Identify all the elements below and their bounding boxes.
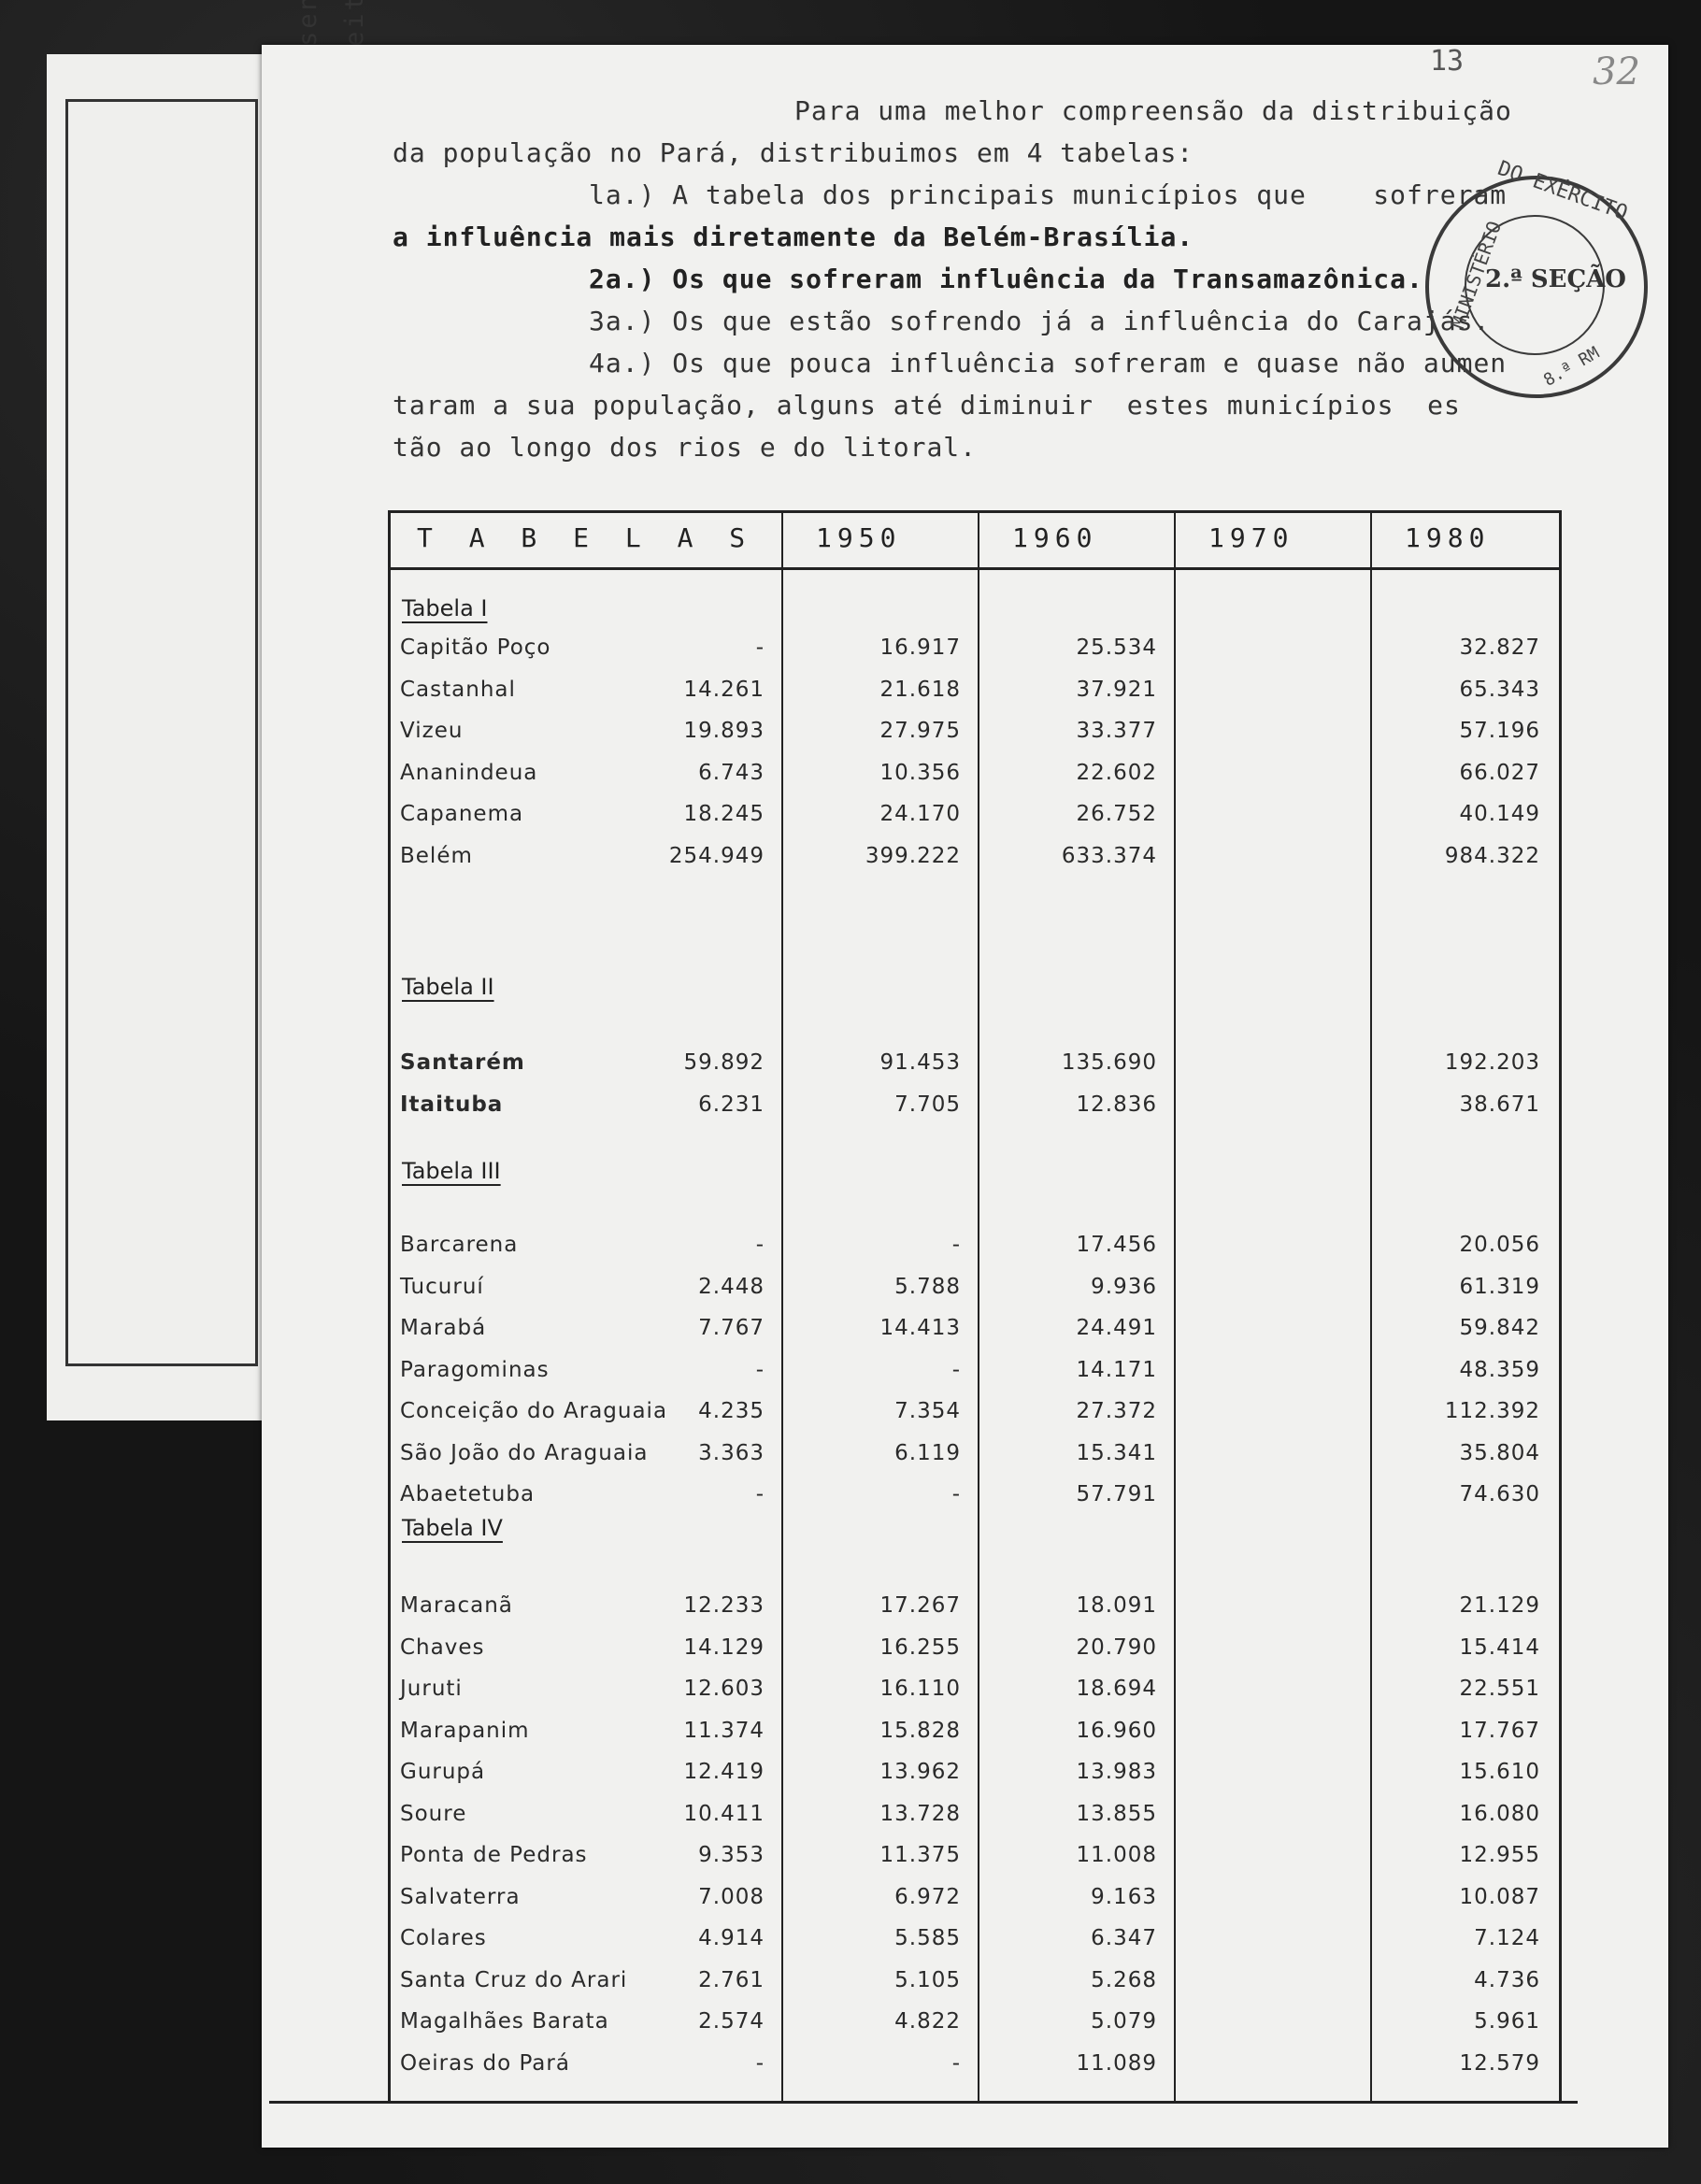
municipality-name: Ananindeua — [400, 760, 538, 785]
population-1950: 14.129 — [683, 1634, 765, 1660]
population-1980: 16.080 — [1459, 1801, 1540, 1826]
municipality-name: Ponta de Pedras — [400, 1843, 588, 1867]
population-1980: 192.203 — [1444, 1050, 1540, 1075]
table-row — [391, 1310, 1559, 1348]
population-1970: 15.341 — [1076, 1440, 1157, 1465]
population-1960: 5.788 — [894, 1274, 961, 1299]
population-1960: 17.267 — [879, 1593, 961, 1618]
population-1980: 59.842 — [1459, 1316, 1540, 1340]
population-1950: 9.353 — [698, 1843, 765, 1867]
population-1980: 48.359 — [1459, 1357, 1540, 1382]
population-1980: 65.343 — [1459, 677, 1540, 702]
population-1960: 6.119 — [894, 1440, 961, 1465]
population-1950: 10.411 — [683, 1801, 765, 1826]
table-row — [391, 1477, 1559, 1514]
population-table — [388, 510, 1562, 2102]
population-1970: 18.091 — [1076, 1593, 1157, 1618]
population-1960: 11.375 — [879, 1843, 961, 1867]
population-1960: 4.822 — [894, 2009, 961, 2034]
municipality-name: Itaituba — [400, 1092, 504, 1117]
table-row — [391, 1796, 1559, 1834]
municipality-name: Vizeu — [400, 719, 464, 743]
table-row — [391, 1920, 1559, 1958]
intro-line-1: Para uma melhor compreensão da distribuição — [794, 95, 1512, 126]
table-row — [391, 1754, 1559, 1791]
population-1980: 984.322 — [1444, 843, 1540, 868]
municipality-name: Paragominas — [400, 1357, 550, 1382]
population-1980: 32.827 — [1459, 635, 1540, 660]
year-header-1950: 1950 — [816, 522, 902, 553]
population-1970: 26.752 — [1076, 802, 1157, 826]
page-number-handwritten: 32 — [1593, 50, 1640, 93]
table-row — [391, 2046, 1559, 2083]
table-row — [391, 1713, 1559, 1750]
table-row — [391, 1963, 1559, 2000]
population-1960: 15.828 — [879, 1718, 961, 1743]
population-1970: 25.534 — [1076, 635, 1157, 660]
population-1970: 27.372 — [1076, 1399, 1157, 1423]
population-1950: 7.767 — [698, 1316, 765, 1340]
population-1980: 15.610 — [1459, 1760, 1540, 1784]
population-1950: 11.374 — [683, 1718, 765, 1743]
population-1980: 35.804 — [1459, 1440, 1540, 1465]
intro-line-6: 3a.) Os que estão sofrendo já a influência do Carajás. — [589, 306, 1491, 336]
municipality-name: Capanema — [400, 802, 524, 826]
population-1970: 24.491 — [1076, 1316, 1157, 1340]
population-1980: 112.392 — [1444, 1399, 1540, 1423]
table-row — [391, 1671, 1559, 1708]
municipality-name: São João do Araguaia — [400, 1440, 649, 1465]
page-number-printed: 13 — [1430, 45, 1465, 78]
stamp-ring-top: DO EXÉRCITO — [1494, 156, 1631, 226]
population-1970: 16.960 — [1076, 1718, 1157, 1743]
municipality-name: Gurupá — [400, 1760, 486, 1784]
population-1970: 9.936 — [1091, 1274, 1157, 1299]
table-row — [391, 1227, 1559, 1264]
municipality-name: Oeiras do Pará — [400, 2050, 570, 2076]
table-row — [391, 1435, 1559, 1473]
stamp-ring-left: MINISTÉRIO — [1446, 218, 1507, 332]
population-1950: 6.231 — [698, 1092, 765, 1117]
population-1960: 7.354 — [894, 1399, 961, 1423]
population-1980: 15.414 — [1459, 1634, 1540, 1660]
table-label-header: T A B E L A S — [417, 522, 756, 553]
population-1980: 17.767 — [1459, 1718, 1540, 1743]
population-1970: 135.690 — [1061, 1050, 1157, 1075]
stamp-center: 2.ª SEÇÃO — [1485, 265, 1626, 293]
intro-line-8: taram a sua população, alguns até diminuir estes municípios es — [393, 390, 1461, 421]
document-page — [262, 45, 1668, 2148]
table-row — [391, 1393, 1559, 1431]
table-row — [391, 1630, 1559, 1667]
table-group-title: Tabela IV — [402, 1515, 503, 1541]
population-1970: 6.347 — [1091, 1926, 1157, 1950]
population-1970: 5.079 — [1091, 2009, 1157, 2034]
population-1950: 19.893 — [683, 719, 765, 743]
year-header-1970: 1970 — [1208, 522, 1294, 553]
population-1950: 3.363 — [698, 1440, 765, 1465]
year-header-1960: 1960 — [1012, 522, 1098, 553]
intro-line-4: a influência mais diretamente da Belém-Brasília. — [393, 221, 1194, 252]
table-row — [391, 672, 1559, 709]
municipality-name: Colares — [400, 1926, 487, 1950]
population-1950: - — [755, 635, 765, 660]
table-row — [391, 1837, 1559, 1875]
table-row — [391, 630, 1559, 667]
population-1980: 4.736 — [1474, 1967, 1540, 1992]
population-1980: 57.196 — [1459, 719, 1540, 743]
population-1980: 38.671 — [1459, 1092, 1540, 1117]
intro-line-5: 2a.) Os que sofreram influência da Transamazônica. — [589, 264, 1423, 294]
population-1970: 14.171 — [1076, 1357, 1157, 1382]
population-1960: - — [951, 1482, 961, 1506]
population-1950: 254.949 — [668, 843, 765, 868]
population-1960: - — [951, 1233, 961, 1257]
population-1960: 24.170 — [879, 802, 961, 826]
population-1970: 22.602 — [1076, 760, 1157, 785]
municipality-name: Maracanã — [400, 1593, 513, 1618]
municipality-name: Salvaterra — [400, 1884, 521, 1909]
population-1960: 16.110 — [879, 1677, 961, 1701]
population-1970: 57.791 — [1076, 1482, 1157, 1506]
table-row — [391, 755, 1559, 792]
population-1960: 21.618 — [879, 677, 961, 702]
population-1980: 20.056 — [1459, 1233, 1540, 1257]
population-1960: - — [951, 1357, 961, 1382]
population-1950: 59.892 — [683, 1050, 765, 1075]
municipality-name: Chaves — [400, 1634, 485, 1660]
table-group-title: Tabela III — [402, 1158, 501, 1184]
population-1960: 5.105 — [894, 1967, 961, 1992]
intro-line-3: la.) A tabela dos principais municípios que sofreram — [589, 179, 1508, 210]
intro-line-9: tão ao longo dos rios e do litoral. — [393, 432, 978, 463]
year-header-1980: 1980 — [1405, 522, 1491, 553]
table-row — [391, 1588, 1559, 1625]
table-group-title: Tabela II — [402, 974, 494, 1000]
population-1950: 4.235 — [698, 1399, 765, 1423]
population-1970: 13.855 — [1076, 1801, 1157, 1826]
population-1950: 18.245 — [683, 802, 765, 826]
municipality-name: Belém — [400, 843, 473, 868]
population-1960: 13.962 — [879, 1760, 961, 1784]
population-1960: 14.413 — [879, 1316, 961, 1340]
table-row — [391, 1352, 1559, 1390]
population-1970: 17.456 — [1076, 1233, 1157, 1257]
municipality-name: Marapanim — [400, 1718, 530, 1743]
population-1970: 18.694 — [1076, 1677, 1157, 1701]
table-row — [391, 1045, 1559, 1082]
table-row — [391, 713, 1559, 750]
notice-border — [65, 99, 258, 1366]
population-1960: 16.255 — [879, 1634, 961, 1660]
table-row — [391, 1087, 1559, 1124]
population-1950: - — [755, 1233, 765, 1257]
population-1950: - — [755, 1482, 765, 1506]
population-1980: 12.579 — [1459, 2050, 1540, 2076]
population-1980: 21.129 — [1459, 1593, 1540, 1618]
table-bottom-rule — [269, 2101, 1578, 2104]
table-row — [391, 796, 1559, 834]
municipality-name: Santa Cruz do Arari — [400, 1967, 628, 1992]
population-1960: - — [951, 2050, 961, 2076]
population-1950: 12.603 — [683, 1677, 765, 1701]
population-1980: 66.027 — [1459, 760, 1540, 785]
population-1980: 10.087 — [1459, 1884, 1540, 1909]
population-1970: 37.921 — [1076, 677, 1157, 702]
population-1960: 6.972 — [894, 1884, 961, 1909]
population-1960: 16.917 — [879, 635, 961, 660]
population-1950: 12.419 — [683, 1760, 765, 1784]
population-1950: 12.233 — [683, 1593, 765, 1618]
municipality-name: Capitão Poço — [400, 635, 551, 660]
population-1970: 20.790 — [1076, 1634, 1157, 1660]
population-1970: 12.836 — [1076, 1092, 1157, 1117]
population-1980: 40.149 — [1459, 802, 1540, 826]
population-1980: 22.551 — [1459, 1677, 1540, 1701]
stamp-ring-bottom: 8.ª RM — [1540, 343, 1603, 391]
population-1970: 11.008 — [1076, 1843, 1157, 1867]
municipality-name: Barcarena — [400, 1233, 519, 1257]
population-1980: 7.124 — [1474, 1926, 1540, 1950]
municipality-name: Conceição do Araguaia — [400, 1399, 668, 1423]
table-row — [391, 838, 1559, 876]
population-1980: 74.630 — [1459, 1482, 1540, 1506]
municipality-name: Abaetetuba — [400, 1482, 536, 1506]
population-1980: 5.961 — [1474, 2009, 1540, 2034]
population-1970: 633.374 — [1061, 843, 1157, 868]
population-1970: 9.163 — [1091, 1884, 1157, 1909]
population-1980: 61.319 — [1459, 1274, 1540, 1299]
table-group-title: Tabela I — [402, 595, 488, 621]
population-1970: 5.268 — [1091, 1967, 1157, 1992]
municipality-name: Tucuruí — [400, 1274, 484, 1299]
ministry-stamp — [1425, 156, 1648, 398]
population-1970: 11.089 — [1076, 2050, 1157, 2076]
population-1960: 10.356 — [879, 760, 961, 785]
population-1970: 33.377 — [1076, 719, 1157, 743]
population-1950: 7.008 — [698, 1884, 765, 1909]
population-1960: 5.585 — [894, 1926, 961, 1950]
population-1960: 91.453 — [879, 1050, 961, 1075]
population-1970: 13.983 — [1076, 1760, 1157, 1784]
municipality-name: Marabá — [400, 1316, 487, 1340]
intro-line-2: da população no Pará, distribuimos em 4 tabelas: — [393, 137, 1194, 168]
table-row — [391, 2004, 1559, 2041]
population-1950: - — [755, 1357, 765, 1382]
municipality-name: Castanhal — [400, 677, 516, 702]
population-1950: 2.574 — [698, 2009, 765, 2034]
microfilm-notice-panel — [47, 54, 285, 1420]
municipality-name: Magalhães Barata — [400, 2009, 609, 2034]
population-1980: 12.955 — [1459, 1843, 1540, 1867]
population-1950: 2.448 — [698, 1274, 765, 1299]
municipality-name: Santarém — [400, 1050, 525, 1075]
population-1950: 14.261 — [683, 677, 765, 702]
municipality-name: Soure — [400, 1801, 467, 1826]
table-header-rule — [391, 567, 1559, 570]
table-row — [391, 1269, 1559, 1306]
population-1960: 7.705 — [894, 1092, 961, 1117]
population-1950: 6.743 — [698, 760, 765, 785]
municipality-name: Juruti — [400, 1677, 463, 1701]
population-1960: 27.975 — [879, 719, 961, 743]
intro-line-7: 4a.) Os que pouca influência sofreram e quase não aumen — [589, 348, 1508, 378]
population-1950: 4.914 — [698, 1926, 765, 1950]
population-1960: 399.222 — [865, 843, 961, 868]
population-1960: 13.728 — [879, 1801, 961, 1826]
table-row — [391, 1879, 1559, 1917]
population-1950: 2.761 — [698, 1967, 765, 1992]
population-1950: - — [755, 2050, 765, 2076]
